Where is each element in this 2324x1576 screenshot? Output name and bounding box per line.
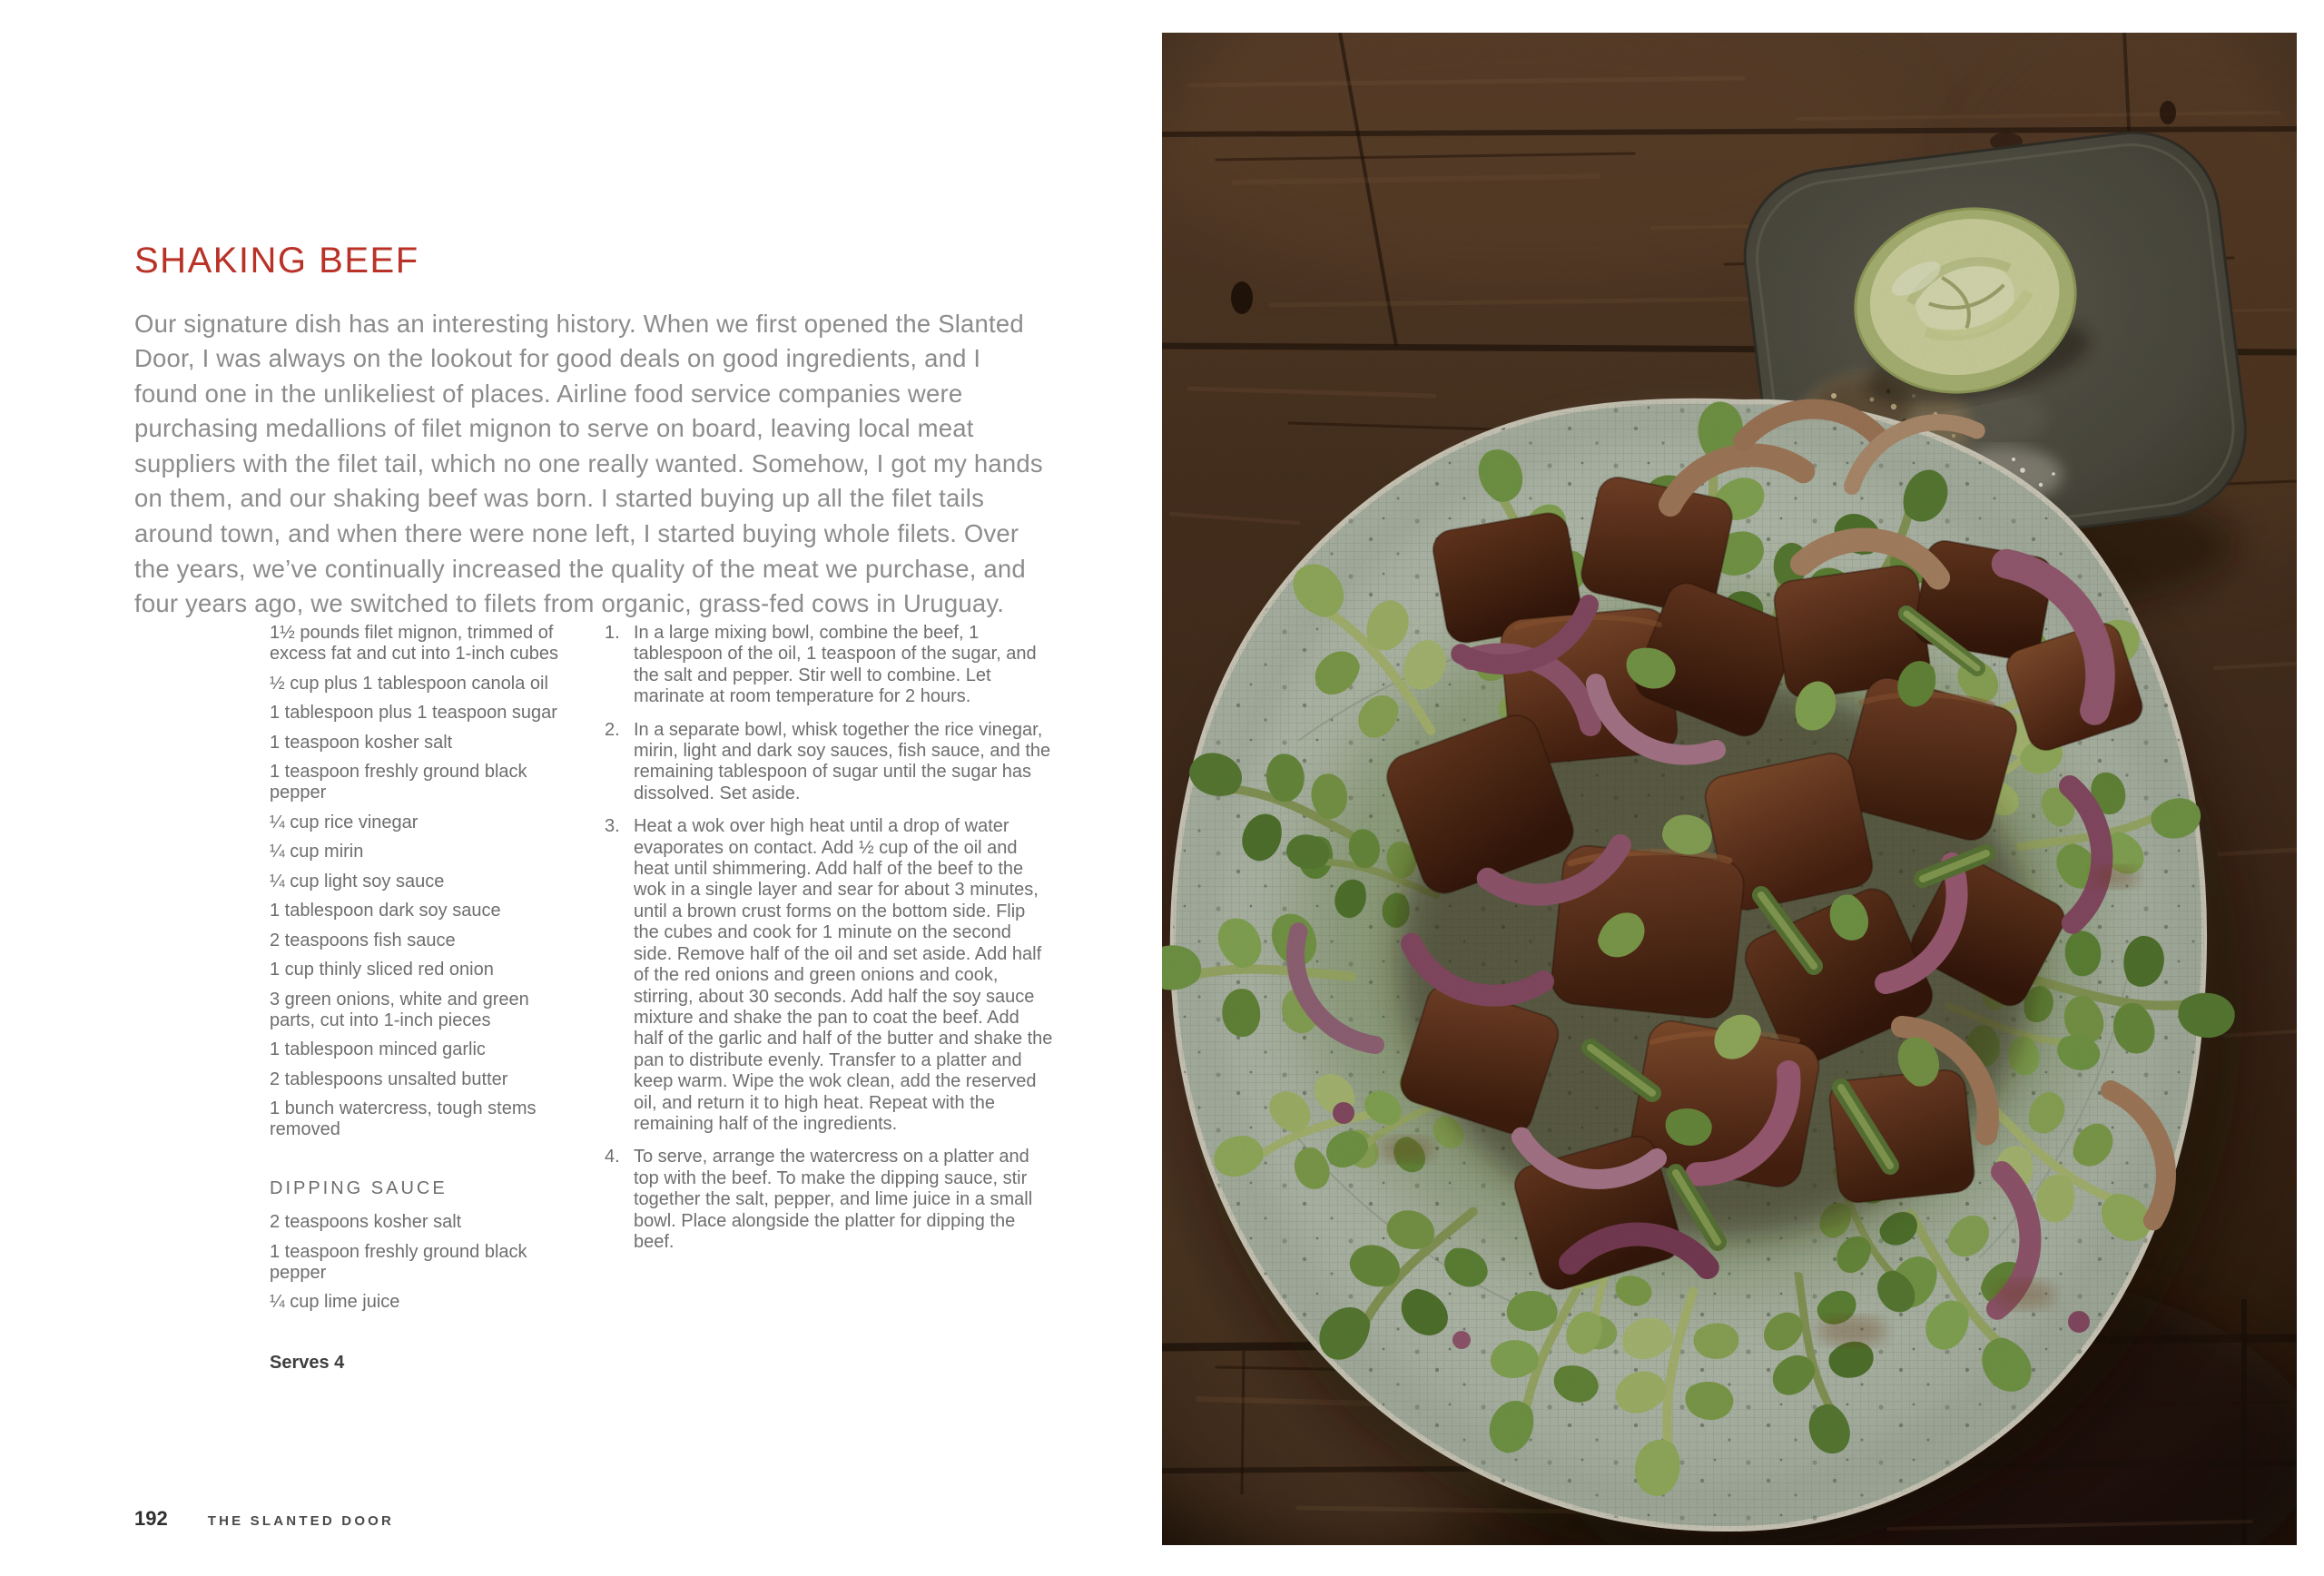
ingredient: 3 green onions, white and green parts, cut into 1-inch pieces xyxy=(270,989,529,1030)
instruction-list xyxy=(605,623,1053,1265)
ingredient: 1 tablespoon plus 1 teaspoon sugar xyxy=(270,703,557,723)
ingredient: ¼ cup mirin xyxy=(270,842,364,862)
step-text: To serve, arrange the watercress on a platter and top with the beef. To make the dipping sauce, stir together the salt, pepper, and lime juice in a small bowl. Place alongside the platter for dipping the beef. xyxy=(634,1147,1033,1252)
instruction-step xyxy=(605,816,1053,1135)
page-footer xyxy=(134,1507,394,1531)
dipping-sauce-ingredients xyxy=(270,1212,558,1313)
ingredient: ¼ cup lime juice xyxy=(270,1292,400,1312)
ingredient-list xyxy=(270,623,558,1383)
ingredient: ½ cup plus 1 tablespoon canola oil xyxy=(270,673,548,694)
ingredient: ¼ cup light soy sauce xyxy=(270,871,445,891)
step-number: 2. xyxy=(605,719,620,740)
recipe-intro: Our signature dish has an interesting history. When we first opened the Slanted Door, I was always on the lookout for good deals on good ingredients, and I found one in the unlikeliest of places. Airline food service companies were purchasing medallions of filet mignon to serve on board, leaving local meat suppliers with the filet tail, which no one really wanted. Somehow, I got my hands on them, and our shaking beef was born. I started buying up all the filet tails around town, and when there were none left, I started buying whole filets. Over the years, we’ve continually increased the quality of the meat we purchase, and four years ago, we switched to filets from organic, grass-fed cows in Uruguay. xyxy=(134,309,1043,618)
main-ingredients xyxy=(270,623,558,1140)
step-number: 1. xyxy=(605,623,620,643)
ingredient: 2 teaspoons kosher salt xyxy=(270,1212,462,1232)
step-text: Heat a wok over high heat until a drop of water evaporates on contact. Add ½ cup of the oil and heat until shimmering. Add half of the beef to the wok in a single layer and sear for about 3 minutes, until a brown crust forms on the bottom side. Flip the cubes and cook for 1 minute on the second side. Remove half of the oil and set aside. Add half of the red onions and green onions and cook, stirring, about 30 seconds. Add half the soy sauce mixture and shake the pan to coat the beef. Add half of the garlic and half of the butter and shake the pan to distribute evenly. Transfer to a platter and keep warm. Wipe the wok clean, add the reserved oil, and return it to high heat. Repeat with the remaining half of the ingredients. xyxy=(634,816,1053,1134)
step-number: 3. xyxy=(605,816,620,837)
ingredient: 1½ pounds filet mignon, trimmed of excess fat and cut into 1-inch cubes xyxy=(270,623,558,664)
ingredient: 1 teaspoon kosher salt xyxy=(270,732,453,753)
recipe-title: SHAKING BEEF xyxy=(134,240,419,281)
book-title: THE SLANTED DOOR xyxy=(207,1513,395,1529)
serves-note: Serves 4 xyxy=(270,1353,345,1373)
page-number: 192 xyxy=(134,1507,168,1530)
ingredient: 1 cup thinly sliced red onion xyxy=(270,960,494,980)
dipping-sauce-heading: DIPPING SAUCE xyxy=(270,1178,448,1198)
ingredient: 1 tablespoon minced garlic xyxy=(270,1039,486,1059)
ingredient: 1 bunch watercress, tough stems removed xyxy=(270,1098,537,1139)
instruction-step xyxy=(605,720,1053,805)
ingredient: 1 tablespoon dark soy sauce xyxy=(270,901,501,921)
ingredient: 1 teaspoon freshly ground black pepper xyxy=(270,1241,527,1283)
step-number: 4. xyxy=(605,1147,620,1167)
instruction-step xyxy=(605,1147,1053,1253)
ingredient: 2 teaspoons fish sauce xyxy=(270,930,456,951)
ingredient: 1 teaspoon freshly ground black pepper xyxy=(270,762,527,803)
instruction-step xyxy=(605,623,1053,708)
step-text: In a large mixing bowl, combine the beef, 1 tablespoon of the oil, 1 teaspoon of the sugar, and the salt and pepper. Stir well to combine. Let marinate at room temperature for 2 hours. xyxy=(634,623,1037,707)
step-text: In a separate bowl, whisk together the rice vinegar, mirin, light and dark soy sauces, fish sauce, and the remaining tablespoon of sugar until the sugar has dissolved. Set aside. xyxy=(634,719,1051,803)
recipe-photo xyxy=(1162,33,2297,1545)
ingredient: ¼ cup rice vinegar xyxy=(270,812,419,832)
ingredient: 2 tablespoons unsalted butter xyxy=(270,1069,508,1089)
